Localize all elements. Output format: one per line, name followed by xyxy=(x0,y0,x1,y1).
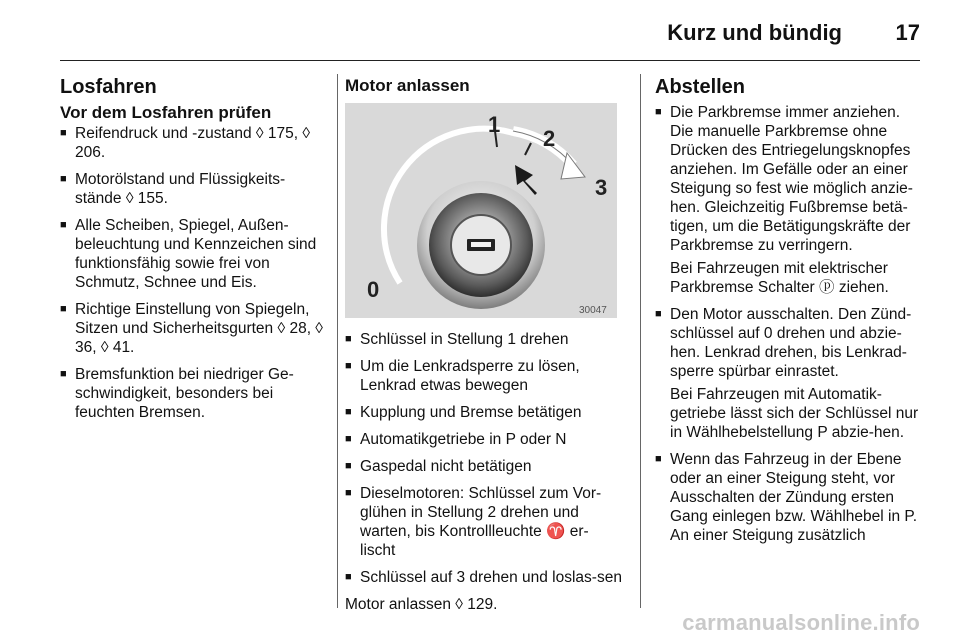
left-column xyxy=(60,74,328,430)
list-item: ■ Alle Scheiben, Spiegel, Außen-beleuchtung und Kennzeichen sind funktionsfähig sowie frei von Schmutz, Schnee und Eis. xyxy=(60,216,328,292)
list-item-note: Bei Fahrzeugen mit Automatik-getriebe lässt sich der Schlüssel nur in Wählhebelstellung P abzie-hen. xyxy=(670,386,919,441)
middle-column xyxy=(345,74,623,614)
list-item-text: ■ Die Parkbremse immer anziehen. Die manuelle Parkbremse ohne Drücken des Entriegelungsknopfes anziehen. Im Gefälle oder an einer Steigung so fest wie möglich anzie-hen. Gleichzeitig Fußbremse betä-tigen, um die Betätigungskräfte der Parkbremse zu verringern. xyxy=(670,104,913,254)
list-item-text: ■ Wenn das Fahrzeug in der Ebene oder an einer Steigung steht, vor Ausschalten der Zündung ersten Gang einlegen bzw. Wählhebel in P. An einer Steigung zusätzlich xyxy=(670,451,918,544)
section-heading: Motor anlassen xyxy=(345,76,470,95)
list-item: ■ Schlüssel in Stellung 1 drehen xyxy=(345,330,623,349)
watermark: carmanualsonline.info xyxy=(682,610,920,635)
position-label: 0 xyxy=(367,277,380,302)
position-label: 3 xyxy=(595,175,608,200)
cross-reference: Motor anlassen ◊ 129. xyxy=(345,596,498,613)
list-item: ■ Dieselmotoren: Schlüssel zum Vor-glühen in Stellung 2 drehen und warten, bis Kontrollleuchte ♈ er-lischt xyxy=(345,484,623,560)
section-heading: Abstellen xyxy=(655,76,746,98)
key-slot-inner xyxy=(471,242,491,247)
list-item: ■ Um die Lenkradsperre zu lösen, Lenkrad etwas bewegen xyxy=(345,357,623,395)
checklist xyxy=(60,124,328,422)
position-label: 2 xyxy=(543,126,556,151)
subsection-heading: Vor dem Losfahren prüfen xyxy=(60,103,272,122)
figure-code: 30047 xyxy=(579,305,607,316)
header-divider xyxy=(60,60,920,61)
list-item: ■ Schlüssel auf 3 drehen und loslas-sen xyxy=(345,568,623,587)
section-heading: Losfahren xyxy=(60,76,157,98)
list-item: ■ Richtige Einstellung von Spiegeln, Sitzen und Sicherheitsgurten ◊ 28, ◊ 36, ◊ 41. xyxy=(60,300,328,357)
column-divider xyxy=(640,74,641,608)
list-item: ■ Kupplung und Bremse betätigen xyxy=(345,403,623,422)
header-title: Kurz und bündig xyxy=(667,20,842,45)
right-column xyxy=(655,74,923,553)
ignition-switch-illustration xyxy=(345,103,617,318)
list-item: ■ Gaspedal nicht betätigen xyxy=(345,457,623,476)
start-steps xyxy=(345,330,623,587)
position-label: 1 xyxy=(488,112,501,137)
list-item xyxy=(655,450,923,545)
list-item-note: Bei Fahrzeugen mit elektrischer Parkbremse Schalter ⓟ ziehen. xyxy=(670,260,889,296)
list-item xyxy=(655,103,923,297)
list-item: ■ Bremsfunktion bei niedriger Ge-schwindigkeit, besonders bei feuchten Bremsen. xyxy=(60,365,328,422)
page-number: 17 xyxy=(895,20,920,45)
list-item xyxy=(655,305,923,442)
list-item-text: ■ Den Motor ausschalten. Den Zünd-schlüssel auf 0 drehen und abzie-hen. Lenkrad drehen, bis Lenkrad-sperre spürbar einrastet. xyxy=(670,306,912,380)
page-header xyxy=(0,0,960,60)
column-divider xyxy=(337,74,338,608)
list-item: ■ Automatikgetriebe in P oder N xyxy=(345,430,623,449)
shutdown-steps xyxy=(655,103,923,545)
list-item: ■ Motorölstand und Flüssigkeits-stände ◊ 155. xyxy=(60,170,328,208)
list-item: ■ Reifendruck und -zustand ◊ 175, ◊ 206. xyxy=(60,124,328,162)
ignition-switch-figure xyxy=(345,103,617,318)
